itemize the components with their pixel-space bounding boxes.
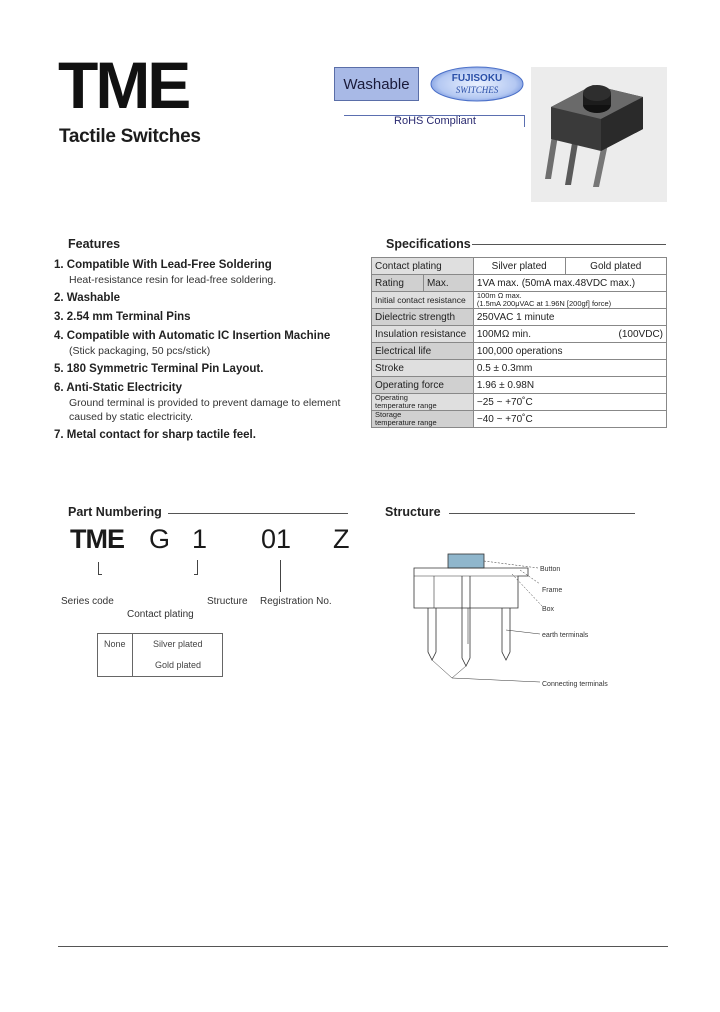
pn-leader bbox=[197, 560, 198, 574]
spec-row-stroke bbox=[372, 360, 667, 377]
spec-sublabel: Max. bbox=[423, 275, 473, 292]
label-box: Box bbox=[542, 606, 555, 613]
pn-structure: 1 bbox=[192, 524, 208, 554]
spec-label: Electrical life bbox=[372, 343, 474, 360]
label-connecting-terminals: Connecting terminals bbox=[542, 681, 608, 688]
footer-rule bbox=[58, 946, 668, 947]
feature-title: 3. 2.54 mm Terminal Pins bbox=[54, 311, 191, 323]
spec-value-silver: Silver plated bbox=[473, 258, 565, 275]
product-title: TME bbox=[58, 48, 189, 122]
plating-gold: Gold plated bbox=[155, 660, 202, 670]
feature-detail: caused by static electricity. bbox=[69, 411, 194, 423]
pn-leader bbox=[194, 574, 198, 575]
feature-title: 2. Washable bbox=[54, 292, 121, 304]
part-number-code bbox=[0, 524, 360, 558]
spec-row-storage-temp bbox=[372, 411, 667, 428]
pn-label-series: Series code bbox=[61, 596, 114, 607]
spec-value: −25 ~ +70˚C bbox=[473, 394, 666, 411]
pn-registration: 01 bbox=[261, 524, 292, 554]
label-earth-terminals: earth terminals bbox=[542, 632, 589, 639]
diagram-terminal bbox=[502, 608, 510, 660]
structure-rule bbox=[449, 513, 635, 514]
pn-leader bbox=[98, 574, 102, 575]
logo-line2: SWITCHES bbox=[455, 85, 499, 95]
spec-row-dielectric bbox=[372, 309, 667, 326]
plating-code-table bbox=[97, 633, 223, 677]
spec-value: 250VAC 1 minute bbox=[473, 309, 666, 326]
pn-leader bbox=[98, 562, 99, 574]
feature-detail: (Stick packaging, 50 pcs/stick) bbox=[69, 345, 211, 357]
spec-label: Insulation resistance bbox=[372, 326, 474, 343]
feature-title: 5. 180 Symmetric Terminal Pin Layout. bbox=[54, 363, 264, 375]
spec-label: Rating bbox=[372, 275, 424, 292]
feature-detail: Heat-resistance resin for lead-free soldering. bbox=[69, 274, 277, 286]
specs-heading-rule bbox=[472, 244, 666, 245]
spec-row-insulation bbox=[372, 326, 667, 343]
spec-label: temperature range bbox=[375, 418, 437, 427]
specs-heading: Specifications bbox=[386, 237, 471, 251]
spec-label: Operating force bbox=[372, 377, 474, 394]
pn-leader bbox=[280, 560, 281, 592]
feature-title: 1. Compatible With Lead-Free Soldering bbox=[54, 259, 272, 271]
spec-label: temperature range bbox=[375, 401, 437, 410]
spec-value: 100MΩ min. bbox=[473, 326, 565, 343]
specifications-table bbox=[371, 257, 667, 428]
label-frame: Frame bbox=[542, 587, 563, 594]
spec-label: Dielectric strength bbox=[372, 309, 474, 326]
features-heading: Features bbox=[68, 237, 121, 251]
pn-suffix: Z bbox=[333, 524, 350, 554]
spec-row-contact-plating bbox=[372, 258, 667, 275]
pn-label-plating: Contact plating bbox=[127, 609, 194, 620]
spec-value: 100,000 operations bbox=[473, 343, 666, 360]
spec-value: 1VA max. (50mA max.48VDC max.) bbox=[473, 275, 666, 292]
washable-badge: Washable bbox=[334, 67, 419, 101]
spec-label: Storage bbox=[375, 410, 402, 419]
diagram-button bbox=[448, 554, 484, 568]
feature-title: 6. Anti-Static Electricity bbox=[54, 382, 183, 394]
label-button: Button bbox=[540, 566, 561, 573]
fujisoku-logo bbox=[430, 66, 524, 102]
feature-title: 7. Metal contact for sharp tactile feel. bbox=[54, 429, 256, 441]
spec-value-condition: (1.5mA 200μVAC at 1.96N [200gf] force) bbox=[476, 299, 612, 308]
spec-label: Initial contact resistance bbox=[372, 292, 474, 309]
spec-row-electrical-life bbox=[372, 343, 667, 360]
plating-code-none: None bbox=[104, 639, 126, 649]
spec-value: 100m Ω max. bbox=[476, 291, 522, 300]
product-subtitle: Tactile Switches bbox=[59, 126, 201, 147]
feature-detail: Ground terminal is provided to prevent damage to element bbox=[69, 397, 341, 409]
spec-value: 0.5 ± 0.3mm bbox=[473, 360, 666, 377]
rohs-tick bbox=[524, 115, 525, 127]
spec-row-rating bbox=[372, 275, 667, 292]
diagram-terminal bbox=[428, 608, 436, 660]
structure-heading: Structure bbox=[385, 505, 441, 519]
spec-row-contact-resistance bbox=[372, 292, 667, 309]
spec-row-operating-temp bbox=[372, 394, 667, 411]
pn-series: TME bbox=[70, 524, 124, 554]
spec-row-operating-force bbox=[372, 377, 667, 394]
spec-value: 1.96 ± 0.98N bbox=[473, 377, 666, 394]
part-numbering-rule bbox=[168, 513, 348, 514]
rohs-label: RoHS Compliant bbox=[394, 115, 476, 127]
diagram-terminal bbox=[462, 576, 470, 666]
structure-diagram bbox=[400, 548, 620, 698]
part-numbering-heading: Part Numbering bbox=[68, 505, 162, 519]
spec-label: Operating bbox=[375, 393, 408, 402]
pn-plating: G bbox=[149, 524, 171, 554]
spec-value-condition: (100VDC) bbox=[565, 326, 667, 343]
spec-label: Stroke bbox=[372, 360, 474, 377]
pn-label-structure: Structure bbox=[207, 596, 248, 607]
product-photo bbox=[531, 67, 667, 202]
feature-title: 4. Compatible with Automatic IC Insertion Machine bbox=[54, 330, 331, 342]
logo-line1: FUJISOKU bbox=[451, 73, 503, 84]
spec-value-gold: Gold plated bbox=[565, 258, 667, 275]
spec-label: Contact plating bbox=[372, 258, 474, 275]
spec-value: −40 ~ +70˚C bbox=[473, 411, 666, 428]
pn-label-registration: Registration No. bbox=[260, 596, 332, 607]
features-section bbox=[54, 237, 364, 443]
plating-silver: Silver plated bbox=[153, 639, 203, 649]
diagram-body bbox=[414, 568, 528, 608]
